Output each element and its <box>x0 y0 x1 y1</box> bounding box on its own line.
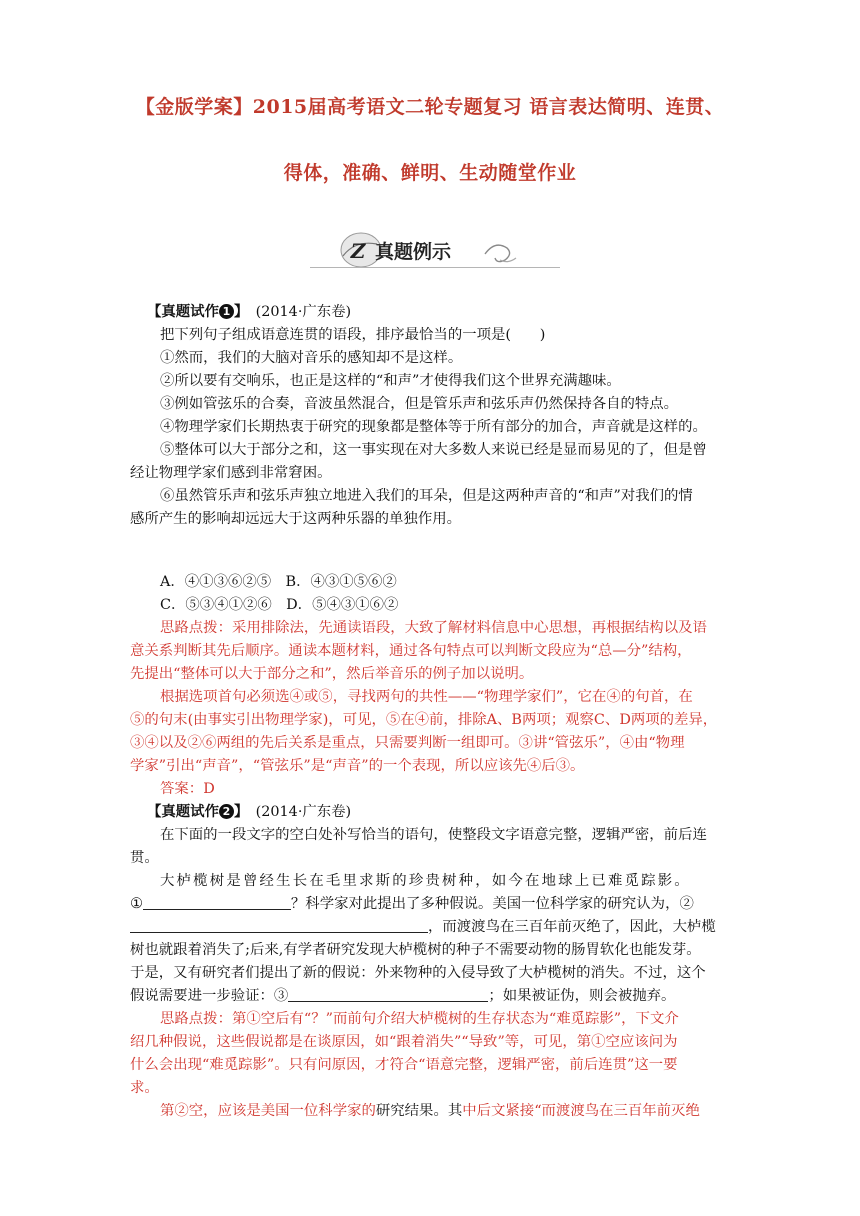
q1-options-ab: A．④①③⑥②⑤ B．④③①⑤⑥② <box>160 574 397 590</box>
q2-hint-line-1: 思路点拨：第①空后有“？”而前句介绍大栌榄树的生存状态为“难觅踪影”，下文介 <box>160 1011 679 1027</box>
blank-2[interactable] <box>130 918 428 933</box>
q1-hint-line-3: 先提出“整体可以大于部分之和”，然后举音乐的例子加以说明。 <box>130 666 534 682</box>
blank-3[interactable] <box>288 987 488 1002</box>
q1-hint-line-5: ⑤的句末(由事实引出物理学家)，可见，⑤在④前，排除A、B两项；观察C、D两项的差异， <box>130 712 718 728</box>
q1-source: (2014·广东卷) <box>255 304 352 320</box>
q1-sentence-3: ③例如管弦乐的合奏，音波虽然混合，但是管乐声和弦乐声仍然保持各自的特点。 <box>160 396 679 412</box>
q2-stem-a: 在下面的一段文字的空白处补写恰当的语句，使整段文字语意完整，逻辑严密，前后连 <box>160 827 707 843</box>
q1-hint-line-1: 思路点拨：采用排除法，先通读语段，大致了解材料信息中心思想，再根据结构以及语 <box>160 620 707 636</box>
q1-hint-line-6: ③④以及②⑥两组的先后关系是重点，只需要判断一组即可。③讲“管弦乐”，④由“物理 <box>130 735 685 751</box>
q2-number-badge: 2 <box>219 804 234 819</box>
q1-hint-line-4: 根据选项首句必须选④或⑤，寻找两句的共性——“物理学家们”，它在④的句首，在 <box>160 689 693 705</box>
q2-stem-b: 贯。 <box>130 850 159 866</box>
q1-answer-value: D <box>203 781 215 797</box>
q2-hint-line-2: 绍几种假说，这些假说都是在谈原因，如“跟着消失”“导致”等，可见，第①空应该问为 <box>130 1034 678 1050</box>
q1-sentence-1: ①然而，我们的大脑对音乐的感知却不是这样。 <box>160 350 463 366</box>
banner-label: 真题例示 <box>375 241 452 263</box>
q2-passage-line-1: 大栌榄树是曾经生长在毛里求斯的珍贵树种，如今在地球上已难觅踪影。 <box>160 873 691 889</box>
q2-passage-line-3: ，而渡渡鸟在三百年前灭绝了，因此，大栌榄 <box>130 918 716 936</box>
q1-hint-line-2: 意关系判断其先后顺序。通读本题材料，通过各句特点可以判断文段应为“总—分”结构， <box>130 643 692 659</box>
q1-number-badge: 1 <box>219 304 234 319</box>
q2-passage-line-4: 树也就跟着消失了;后来,有学者研究发现大栌榄树的种子不需要动物的肠胃软化也能发芽。 <box>130 942 701 958</box>
section-banner <box>325 226 530 272</box>
q2-source: (2014·广东卷) <box>255 804 352 820</box>
q1-sentence-6a: ⑥虽然管乐声和弦乐声独立地进入我们的耳朵，但是这两种声音的“和声”对我们的情 <box>160 488 693 504</box>
q2-hint-line-3: 什么会出现“难觅踪影”。只有问原因，才符合“语意完整，逻辑严密，前后连贯”这一要 <box>130 1057 678 1073</box>
q1-options-cd: C．⑤③④①②⑥ D．⑤④③①⑥② <box>160 597 399 613</box>
q2-hint-line-4: 求。 <box>130 1080 159 1096</box>
document-title-line-2: 得体，准确、鲜明、生动随堂作业 <box>283 162 577 184</box>
q1-hint-line-7: 学家”引出“声音”，“管弦乐”是“声音”的一个表现，所以应该先④后③。 <box>130 758 585 774</box>
q1-sentence-6b: 感所产生的影响却远远大于这两种乐器的单独作用。 <box>130 511 461 527</box>
q1-sentence-5b: 经让物理学家们感到非常窘困。 <box>130 465 332 481</box>
q1-answer: 答案：D <box>160 781 215 797</box>
q1-heading: 【真题试作 1 】 (2014·广东卷) <box>147 303 352 320</box>
q1-sentence-2: ②所以要有交响乐，也正是这样的“和声”才使得我们这个世界充满趣味。 <box>160 373 621 389</box>
q2-hint-line-5: 第②空，应该是美国一位科学家的研究结果。其中后文紧接“而渡渡鸟在三百年前灭绝 <box>160 1103 700 1119</box>
document-title-line-1: 【金版学案】2015届高考语文二轮专题复习 语言表达简明、连贯、 <box>135 96 725 118</box>
q1-sentence-4: ④物理学家们长期热衷于研究的现象都是整体等于所有部分的加合，声音就是这样的。 <box>160 419 707 435</box>
q2-passage-line-5: 于是，又有研究者们提出了新的假说：外来物种的入侵导致了大栌榄树的消失。不过，这个 <box>130 965 706 981</box>
q1-stem: 把下列句子组成语意连贯的语段，排序最恰当的一项是( ) <box>160 327 546 343</box>
q2-passage-line-2: ① ？科学家对此提出了多种假说。美国一位科学家的研究认为，② <box>130 896 694 912</box>
banner-rule <box>310 267 560 268</box>
q1-sentence-5a: ⑤整体可以大于部分之和，这一事实现在对大多数人来说已经是显而易见的了，但是曾 <box>160 442 707 458</box>
q2-heading: 【真题试作 2 】 (2014·广东卷) <box>147 803 352 820</box>
banner-letter: Z <box>350 239 366 263</box>
q2-passage-line-6: 假说需要进一步验证：③ ；如果被证伪，则会被抛弃。 <box>130 988 676 1004</box>
blank-1[interactable] <box>143 895 291 910</box>
